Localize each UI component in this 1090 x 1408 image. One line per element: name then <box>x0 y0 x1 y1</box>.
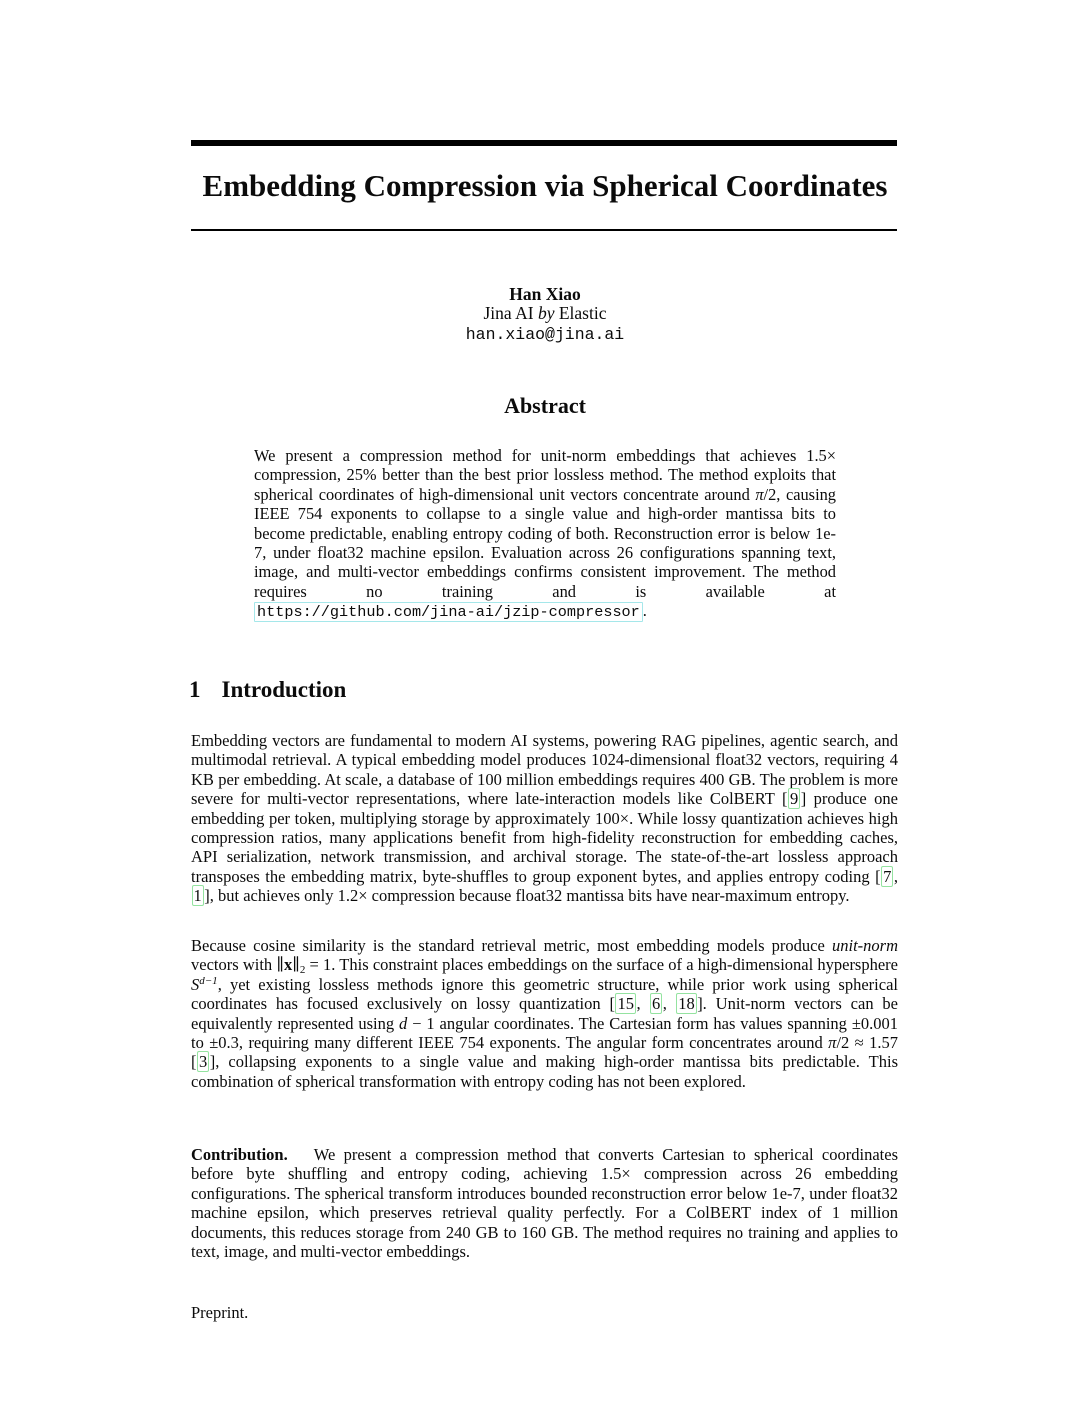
text-span: ] produce one embedding per token, multiplying storage by approximately 100×. While lossy quantization achieves high compression ratios, many applications benefit from high-fidelity reconstruction for embedding caches, API serialization, network transmission, and archival storage. The state-of-the-art lossless approach transposes the embedding matrix, byte-shuffles to group exponent bytes, and applies entropy coding [ <box>191 789 898 886</box>
text-span: ]. Unit-norm vectors can be equivalently represented using <box>191 994 898 1033</box>
math-pi: π <box>828 1033 837 1053</box>
text-span: ], collapsing exponents to a single value and making high-order mantissa bits predictable. This combination of spherical transformation with entropy coding has not been explored. <box>191 1052 898 1091</box>
citation-link[interactable]: 3 <box>199 1052 208 1072</box>
math-pi: π <box>755 484 764 504</box>
text-span: = 1. This constraint places embeddings on the surface of a high-dimensional hypersphere <box>305 955 898 975</box>
contribution-label: Contribution. <box>191 1145 288 1164</box>
citation-link[interactable]: 15 <box>617 994 634 1014</box>
math-vector-x: x <box>283 955 293 975</box>
author-email[interactable]: han.xiao@jina.ai <box>465 324 625 344</box>
title-rule-bottom <box>191 229 897 231</box>
abstract-body <box>254 446 836 623</box>
text-span: ], but achieves only 1.2× compression because float32 mantissa bits have near-maximum entropy. <box>204 886 850 906</box>
math-sphere-symbol: S <box>191 974 200 994</box>
citation-link[interactable]: 18 <box>678 994 695 1014</box>
math-superscript: d−1 <box>199 974 218 987</box>
emphasis-unit-norm: unit-norm <box>832 936 898 955</box>
text-span: , yet existing lossless methods ignore this geometric structure, while prior work using spherical coordinates has focused exclusively on lossy quantization [ <box>191 974 898 1014</box>
text-span: Because cosine similarity is the standard retrieval metric, most embedding models produce <box>191 936 832 955</box>
preprint-footer: Preprint. <box>191 1303 249 1322</box>
citation-link[interactable]: 1 <box>193 886 202 906</box>
abstract-heading: Abstract <box>504 393 586 418</box>
text-span: /2 ≈ 1.57 [ <box>191 1033 899 1072</box>
text-span: We present a compression method that converts Cartesian to spherical coordinates before byte shuffling and entropy coding, achieving 1.5× compression across 26 embedding configurations. The spherical transform introduces bounded reconstruction error below 1e-7, under float32 machine epsilon, which preserves retrieval quality perfectly. For a ColBERT index of 1 million documents, this reduces storage from 240 GB to 160 GB. The method requires no training and applies to text, image, and multi-vector embeddings. <box>191 1145 898 1262</box>
text-span: Embedding vectors are fundamental to modern AI systems, powering RAG pipelines, agentic search, and multimodal retrieval. A typical embedding model produces 1024-dimensional float32 vectors, requiring 4 KB per embedding. At scale, a database of 100 million embeddings requires 400 GB. The problem is more severe for multi-vector representations, where late-interaction models like ColBERT [ <box>191 731 898 809</box>
title-rule-top <box>191 140 897 146</box>
affiliation-by: by <box>537 303 555 323</box>
section-number: 1 <box>189 677 201 702</box>
intro-paragraph-1 <box>191 731 898 906</box>
text-span: vectors with <box>191 955 277 975</box>
text-span: , <box>662 994 676 1014</box>
citation-link[interactable]: 6 <box>651 994 661 1014</box>
math-norm-bar: ∥ <box>276 955 284 975</box>
math-dimension-d: d <box>399 1013 408 1033</box>
affiliation-text: Jina AI <box>483 303 538 323</box>
citation-link[interactable]: 7 <box>883 866 892 886</box>
text-span: , <box>893 866 898 886</box>
author-block <box>0 285 1090 345</box>
math-subscript: 2 <box>299 964 306 977</box>
paper-title: Embedding Compression via Spherical Coordinates <box>202 168 888 203</box>
intro-paragraph-2 <box>191 936 898 1091</box>
text-span: /2, causing IEEE 754 exponents to collapse to a single value and high-order mantissa bits to become predictable, enabling entropy coding of both. Reconstruction error is below 1e-7, under float32 machine epsilon. Evaluation across 26 configurations spanning text, image, and multi-vector embeddings confirms consistent improvement. The method requires no training and is available at <box>254 484 837 601</box>
github-repo-link[interactable]: https://github.com/jina-ai/jzip-compressor <box>254 602 643 622</box>
author-name: Han Xiao <box>509 284 581 304</box>
section-title: Introduction <box>221 677 347 702</box>
text-span: , <box>636 994 650 1014</box>
contribution-paragraph <box>191 1145 898 1261</box>
affiliation-text: Elastic <box>554 303 607 323</box>
text-span: − 1 angular coordinates. The Cartesian form has values spanning ±0.001 to ±0.3, requiring many different IEEE 754 exponents. The angular form concentrates around <box>191 1013 898 1053</box>
author-affiliation <box>0 304 1090 324</box>
text-span: We present a compression method for unit-norm embeddings that achieves 1.5× compression, 25% better than the best prior lossless method. The method exploits that spherical coordinates of high-dimensional unit vectors concentrate around <box>254 446 836 504</box>
citation-link[interactable]: 9 <box>789 789 799 809</box>
text-span: . <box>642 601 647 621</box>
section-heading-introduction <box>189 677 346 703</box>
math-norm-bar: ∥ <box>292 955 300 975</box>
